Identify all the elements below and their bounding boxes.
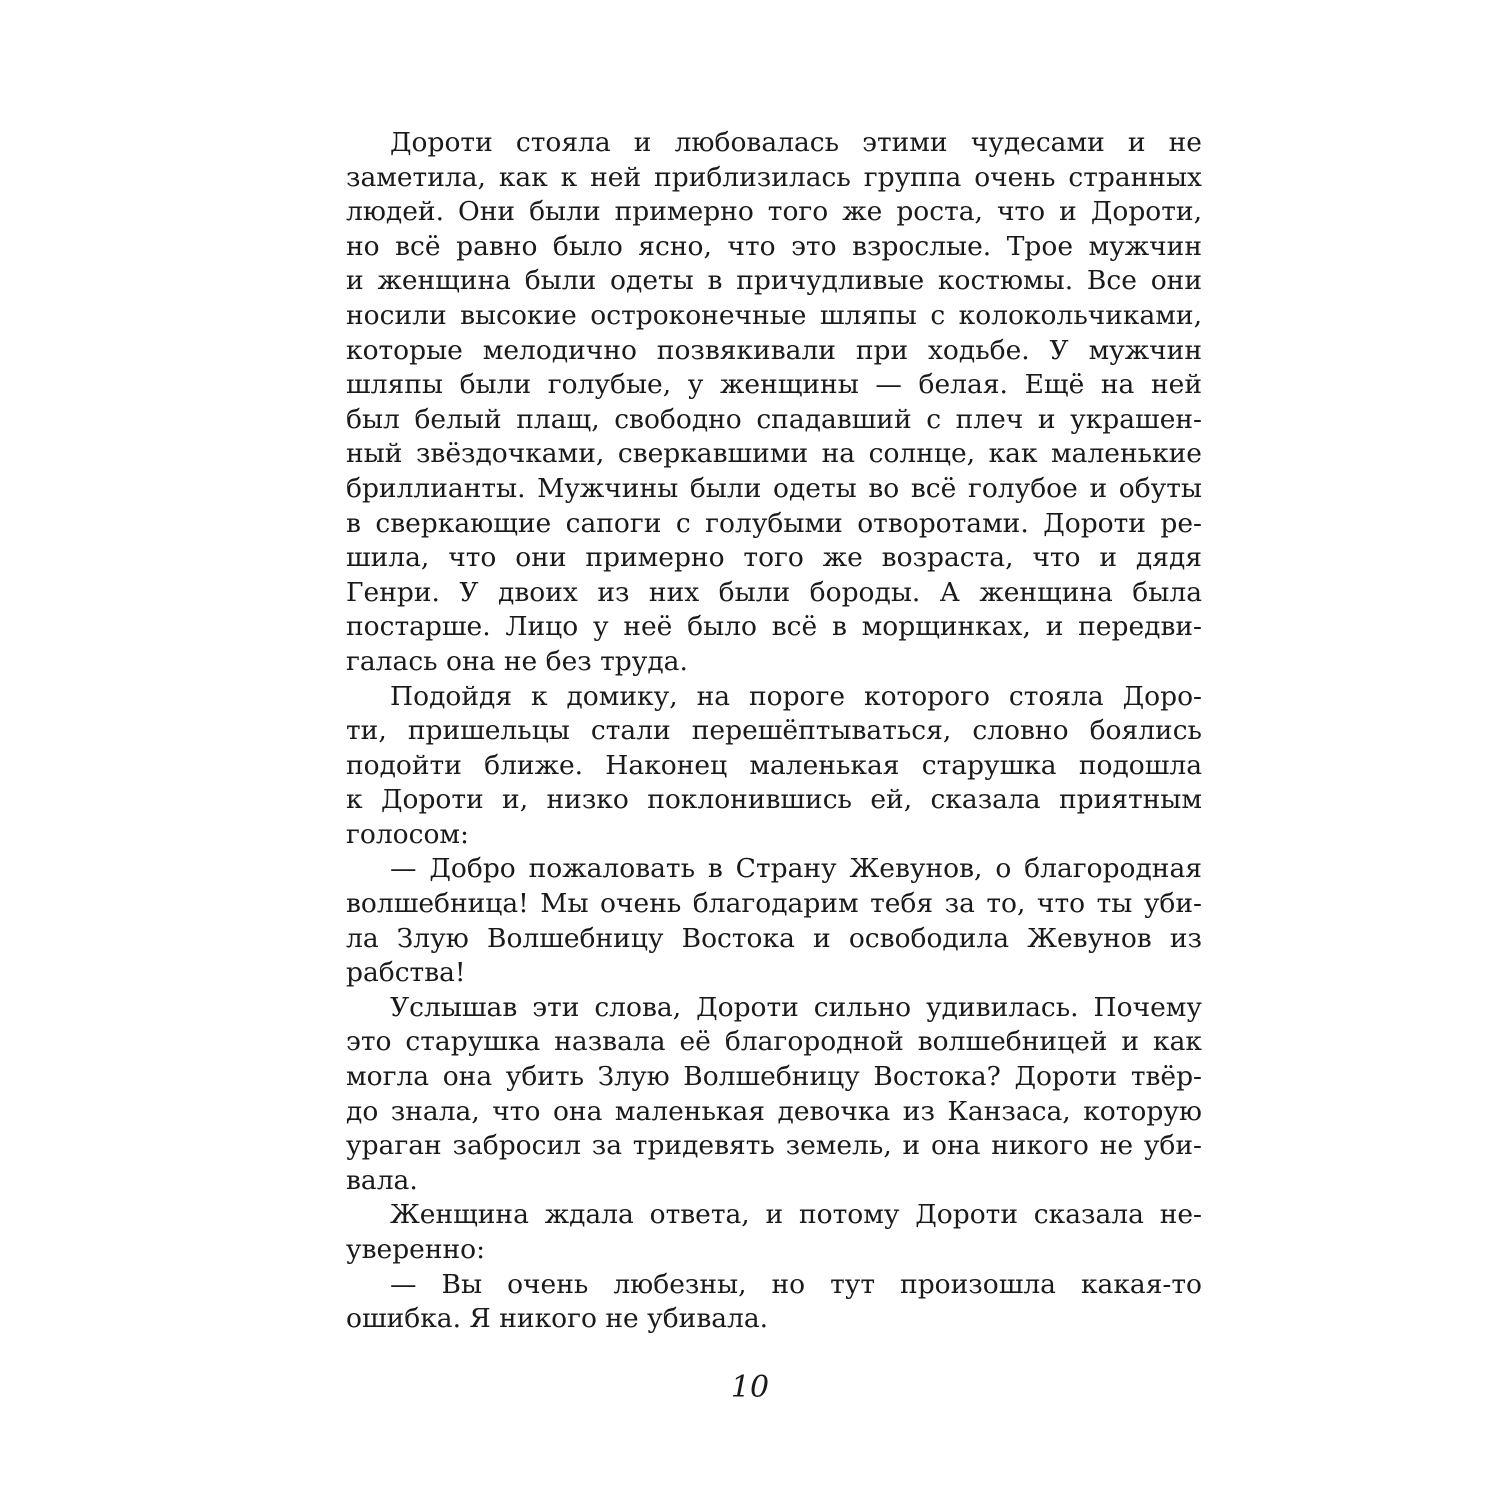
text-line: бриллианты. Мужчины были одеты во всё голубое и обуты bbox=[346, 472, 1202, 504]
text-line: был белый плащ, свободно спадавший с плеч и украшен- bbox=[346, 403, 1202, 435]
text-line: Женщина ждала ответа, и потому Дороти сказала не- bbox=[390, 1199, 1202, 1231]
text-line: Услышав эти слова, Дороти сильно удивилась. Почему bbox=[390, 991, 1202, 1023]
text-line: Генри. У двоих из них были бороды. А женщина была bbox=[346, 576, 1202, 608]
text-line: голосом: bbox=[346, 818, 469, 850]
body-text bbox=[346, 126, 1202, 1337]
text-line: это старушка назвала её благородной волшебницей и как bbox=[346, 1026, 1202, 1058]
text-line: шила, что они примерно того же возраста, что и дядя bbox=[346, 542, 1202, 574]
text-line: но всё равно было ясно, что это взрослые. Трое мужчин bbox=[346, 230, 1202, 262]
text-line: до знала, что она маленькая девочка из Канзаса, которую bbox=[346, 1095, 1202, 1127]
text-line: галась она не без труда. bbox=[346, 645, 688, 677]
text-line: ти, пришельцы стали перешёптываться, словно боялись bbox=[346, 715, 1202, 747]
text-line: ный звёздочками, сверкавшими на солнце, как маленькие bbox=[346, 438, 1202, 470]
text-line: ла Злую Волшебницу Востока и освободила Жевунов из bbox=[346, 922, 1202, 954]
text-line: волшебница! Мы очень благодарим тебя за то, что ты уби- bbox=[346, 888, 1202, 920]
text-line: к Дороти и, низко поклонившись ей, сказала приятным bbox=[346, 784, 1202, 816]
text-line: постарше. Лицо у неё было всё в морщинках, и передви- bbox=[346, 611, 1202, 643]
text-line: которые мелодично позвякивали при ходьбе. У мужчин bbox=[346, 334, 1202, 366]
text-line: ошибка. Я никого не убивала. bbox=[346, 1303, 769, 1335]
text-line: людей. Они были примерно того же роста, что и Дороти, bbox=[346, 196, 1202, 228]
text-line: заметила, как к ней приблизилась группа очень странных bbox=[346, 161, 1202, 193]
text-line: ураган забросил за тридевять земель, и она никого не уби- bbox=[346, 1130, 1202, 1162]
text-line: вала. bbox=[346, 1164, 418, 1196]
text-line: подойти ближе. Наконец маленькая старушка подошла bbox=[346, 749, 1202, 781]
text-line: Дороти стояла и любовалась этими чудесами и не bbox=[390, 127, 1202, 158]
page-number: 10 bbox=[730, 1370, 770, 1405]
text-line: могла она убить Злую Волшебницу Востока? Дороти твёр- bbox=[346, 1061, 1202, 1093]
text-line: — Добро пожаловать в Страну Жевунов, о благородная bbox=[390, 853, 1202, 885]
text-line: и женщина были одеты в причудливые костюмы. Все они bbox=[346, 265, 1202, 297]
text-line: носили высокие остроконечные шляпы с колокольчиками, bbox=[346, 299, 1202, 331]
text-line: в сверкающие сапоги с голубыми отворотами. Дороти ре- bbox=[346, 507, 1202, 539]
text-line: Подойдя к домику, на пороге которого стояла Доро- bbox=[390, 680, 1202, 712]
text-line: рабства! bbox=[346, 957, 466, 989]
text-line: шляпы были голубые, у женщины — белая. Ещё на ней bbox=[346, 369, 1202, 401]
text-line: — Вы очень любезны, но тут произошла какая-то bbox=[390, 1268, 1202, 1300]
text-line: уверенно: bbox=[346, 1234, 486, 1265]
